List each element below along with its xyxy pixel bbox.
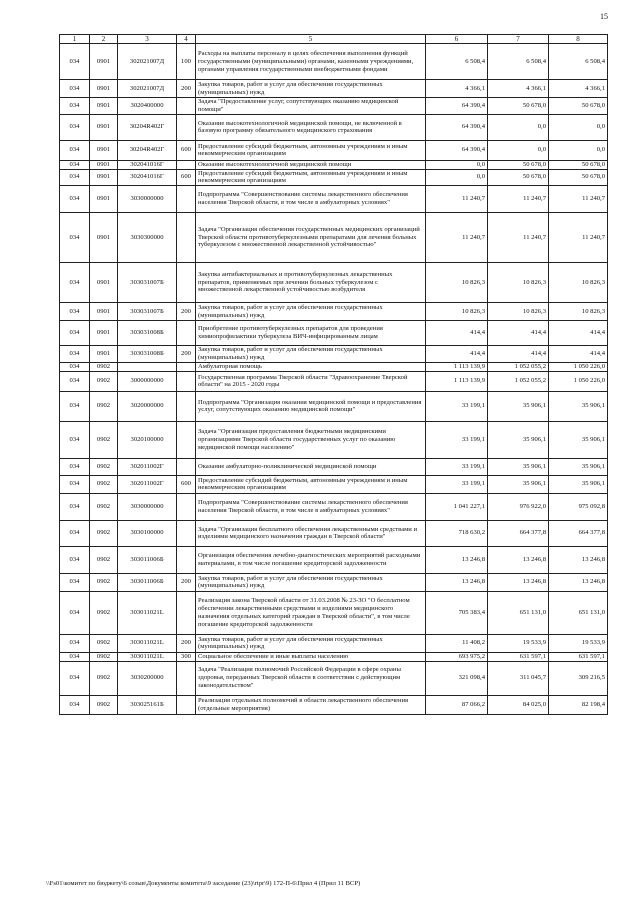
cell-amount-col7: 10 826,3 [488, 303, 549, 321]
table-row [60, 346, 608, 363]
cell-amount-col8: 6 508,4 [549, 44, 608, 80]
cell-amount-col6: 13 246,8 [426, 573, 488, 591]
cell-amount-col6: 11 240,7 [426, 213, 488, 263]
cell-section: 0902 [90, 652, 118, 661]
cell-section: 0901 [90, 263, 118, 303]
cell-chapter: 034 [60, 546, 90, 573]
table-row [60, 363, 608, 372]
cell-section: 0902 [90, 661, 118, 695]
cell-expense-type [177, 458, 196, 475]
cell-chapter: 034 [60, 363, 90, 372]
cell-description: Закупка товаров, работ и услуг для обеспечения государственных (муниципальных) нужд [196, 634, 426, 652]
cell-amount-col6: 11 240,7 [426, 186, 488, 213]
cell-amount-col7: 631 597,1 [488, 652, 549, 661]
cell-amount-col8: 35 906,1 [549, 391, 608, 421]
cell-section: 0901 [90, 44, 118, 80]
cell-target-article: 3000000000 [118, 371, 177, 391]
cell-amount-col7: 35 906,1 [488, 458, 549, 475]
cell-amount-col6: 33 199,1 [426, 391, 488, 421]
cell-description: Подпрограмма "Совершенствование системы лекарственного обеспечения населения Тверской области, в том числе в амбулаторных условиях" [196, 186, 426, 213]
cell-amount-col7: 1 052 055,2 [488, 371, 549, 391]
cell-expense-type: 600 [177, 140, 196, 160]
cell-amount-col8: 11 240,7 [549, 186, 608, 213]
cell-chapter: 034 [60, 634, 90, 652]
cell-amount-col8: 0,0 [549, 114, 608, 140]
cell-expense-type: 200 [177, 346, 196, 363]
cell-expense-type [177, 98, 196, 115]
cell-expense-type [177, 160, 196, 169]
table-row [60, 391, 608, 421]
cell-expense-type [177, 363, 196, 372]
header-cell: 6 [426, 35, 488, 44]
cell-target-article: 3030000000 [118, 493, 177, 520]
cell-expense-type [177, 213, 196, 263]
table-row [60, 186, 608, 213]
cell-expense-type [177, 321, 196, 346]
cell-description: Амбулаторная помощь [196, 363, 426, 372]
cell-expense-type: 200 [177, 303, 196, 321]
cell-amount-col8: 1 050 226,0 [549, 371, 608, 391]
cell-amount-col8: 35 906,1 [549, 458, 608, 475]
cell-amount-col8: 50 678,0 [549, 98, 608, 115]
cell-section: 0902 [90, 371, 118, 391]
table-row [60, 493, 608, 520]
cell-section: 0901 [90, 140, 118, 160]
cell-target-article: 3030300000 [118, 213, 177, 263]
header-cell: 5 [196, 35, 426, 44]
table-row [60, 661, 608, 695]
cell-amount-col6: 13 246,8 [426, 546, 488, 573]
cell-target-article: 303031008Б [118, 321, 177, 346]
table-row [60, 695, 608, 714]
cell-amount-col7: 84 025,0 [488, 695, 549, 714]
budget-table [59, 34, 608, 715]
table-row [60, 475, 608, 493]
cell-amount-col8: 309 216,5 [549, 661, 608, 695]
cell-expense-type [177, 391, 196, 421]
cell-amount-col8: 82 198,4 [549, 695, 608, 714]
cell-section: 0902 [90, 363, 118, 372]
table-row [60, 169, 608, 186]
cell-chapter: 034 [60, 661, 90, 695]
cell-chapter: 034 [60, 493, 90, 520]
cell-amount-col7: 11 240,7 [488, 186, 549, 213]
header-cell: 4 [177, 35, 196, 44]
cell-amount-col8: 19 533,9 [549, 634, 608, 652]
cell-target-article: 303031007Б [118, 303, 177, 321]
cell-section: 0902 [90, 591, 118, 634]
header-cell: 7 [488, 35, 549, 44]
cell-description: Подпрограмма "Совершенствование системы лекарственного обеспечения населения Тверской области, в том числе в амбулаторных условиях" [196, 493, 426, 520]
cell-target-article: 303031007Б [118, 263, 177, 303]
cell-description: Закупка товаров, работ и услуг для обеспечения государственных (муниципальных) нужд [196, 80, 426, 98]
cell-amount-col8: 414,4 [549, 346, 608, 363]
cell-amount-col8: 10 826,3 [549, 303, 608, 321]
cell-amount-col6: 0,0 [426, 169, 488, 186]
cell-amount-col8: 414,4 [549, 321, 608, 346]
cell-target-article: 3030200000 [118, 661, 177, 695]
cell-description: Расходы на выплаты персоналу в целях обеспечения выполнения функций государственными (муниципальными) органами, казенными учреждениями, органами управления государственными внебюджетными фондами [196, 44, 426, 80]
cell-expense-type: 100 [177, 44, 196, 80]
cell-expense-type [177, 661, 196, 695]
header-cell: 2 [90, 35, 118, 44]
cell-amount-col6: 33 199,1 [426, 458, 488, 475]
cell-expense-type [177, 263, 196, 303]
cell-amount-col8: 1 050 226,0 [549, 363, 608, 372]
cell-target-article: 302021007Д [118, 44, 177, 80]
table-row [60, 421, 608, 458]
cell-amount-col7: 6 508,4 [488, 44, 549, 80]
cell-expense-type: 200 [177, 634, 196, 652]
cell-target-article: 303011006Б [118, 546, 177, 573]
cell-amount-col8: 4 366,1 [549, 80, 608, 98]
cell-target-article [118, 363, 177, 372]
cell-section: 0901 [90, 160, 118, 169]
cell-amount-col6: 33 199,1 [426, 475, 488, 493]
cell-section: 0901 [90, 186, 118, 213]
table-row [60, 98, 608, 115]
cell-section: 0902 [90, 573, 118, 591]
cell-target-article: 302011002Г [118, 475, 177, 493]
cell-chapter: 034 [60, 140, 90, 160]
cell-expense-type [177, 493, 196, 520]
table-row [60, 520, 608, 546]
cell-amount-col8: 13 246,8 [549, 546, 608, 573]
table-row [60, 371, 608, 391]
cell-expense-type [177, 114, 196, 140]
cell-expense-type: 600 [177, 169, 196, 186]
cell-amount-col8: 35 906,1 [549, 475, 608, 493]
cell-target-article: 3020400000 [118, 98, 177, 115]
cell-amount-col6: 33 199,1 [426, 421, 488, 458]
table-row [60, 263, 608, 303]
cell-chapter: 034 [60, 321, 90, 346]
cell-amount-col8: 13 246,8 [549, 573, 608, 591]
table-row [60, 546, 608, 573]
cell-section: 0902 [90, 520, 118, 546]
table-row [60, 303, 608, 321]
cell-amount-col6: 718 630,2 [426, 520, 488, 546]
cell-expense-type [177, 371, 196, 391]
table-row [60, 321, 608, 346]
cell-chapter: 034 [60, 421, 90, 458]
cell-expense-type [177, 546, 196, 573]
cell-expense-type: 200 [177, 573, 196, 591]
cell-section: 0902 [90, 475, 118, 493]
cell-section: 0901 [90, 114, 118, 140]
cell-description: Предоставление субсидий бюджетным, автономным учреждениям и иным некоммерческим организациям [196, 140, 426, 160]
table-row [60, 80, 608, 98]
cell-section: 0901 [90, 346, 118, 363]
cell-expense-type [177, 695, 196, 714]
cell-description: Задача "Реализация полномочий Российской Федерации в сфере охраны здоровья, переданных Тверской области в соответствии с действующим законодательством" [196, 661, 426, 695]
cell-description: Реализация отдельных полномочий в области лекарственного обеспечения (отдельные мероприятия) [196, 695, 426, 714]
cell-description: Реализация закона Тверской области от 31.03.2008 № 23-ЗО "О бесплатном обеспечении лекарственными средствами и изделиями медицинского назначения отдельных категорий граждан в Тверской области", в том числе погашение кредиторской задолженности [196, 591, 426, 634]
cell-amount-col7: 414,4 [488, 346, 549, 363]
cell-description: Задача "Организация бесплатного обеспечения лекарственными средствами и изделиями медицинского назначения граждан в Тверской области" [196, 520, 426, 546]
cell-section: 0901 [90, 80, 118, 98]
cell-section: 0902 [90, 493, 118, 520]
cell-amount-col7: 19 533,9 [488, 634, 549, 652]
cell-amount-col7: 0,0 [488, 140, 549, 160]
cell-target-article: 303011021L [118, 591, 177, 634]
cell-amount-col8: 975 092,8 [549, 493, 608, 520]
cell-description: Задача "Предоставление услуг, сопутствующих оказанию медицинской помощи" [196, 98, 426, 115]
cell-amount-col6: 87 066,2 [426, 695, 488, 714]
cell-description: Задача "Организация обеспечения государственных медицинских организаций Тверской области противотуберкулезными препаратами для лечения больных туберкулезом с множественной лекарственной устойчивостью" [196, 213, 426, 263]
cell-chapter: 034 [60, 371, 90, 391]
cell-amount-col7: 50 678,0 [488, 160, 549, 169]
cell-description: Закупка товаров, работ и услуг для обеспечения государственных (муниципальных) нужд [196, 303, 426, 321]
cell-amount-col8: 10 826,3 [549, 263, 608, 303]
cell-target-article: 3030000000 [118, 186, 177, 213]
cell-description: Организация обеспечения лечебно-диагностических мероприятий расходными материалами, в том числе погашение кредиторской задолженности [196, 546, 426, 573]
cell-section: 0901 [90, 303, 118, 321]
cell-amount-col6: 1 113 139,9 [426, 363, 488, 372]
cell-amount-col6: 10 826,3 [426, 263, 488, 303]
cell-amount-col7: 976 922,0 [488, 493, 549, 520]
cell-section: 0902 [90, 546, 118, 573]
cell-amount-col6: 10 826,3 [426, 303, 488, 321]
cell-amount-col6: 1 113 139,9 [426, 371, 488, 391]
cell-chapter: 034 [60, 114, 90, 140]
cell-section: 0901 [90, 321, 118, 346]
cell-chapter: 034 [60, 573, 90, 591]
cell-description: Задача "Организация предоставления бюджетными медицинскими организациями Тверской области государственных услуг по оказанию медицинской помощи населению" [196, 421, 426, 458]
cell-amount-col7: 0,0 [488, 114, 549, 140]
cell-chapter: 034 [60, 458, 90, 475]
cell-target-article: 302041016Г [118, 160, 177, 169]
cell-description: Предоставление субсидий бюджетным, автономным учреждениям и иным некоммерческим организациям [196, 475, 426, 493]
cell-section: 0901 [90, 98, 118, 115]
cell-amount-col6: 705 383,4 [426, 591, 488, 634]
cell-amount-col8: 50 678,0 [549, 160, 608, 169]
cell-amount-col8: 50 678,0 [549, 169, 608, 186]
table-row [60, 591, 608, 634]
cell-target-article: 302021007Д [118, 80, 177, 98]
cell-section: 0902 [90, 458, 118, 475]
cell-chapter: 034 [60, 652, 90, 661]
table-header-row [60, 35, 608, 44]
cell-description: Оказание высокотехнологичной медицинской помощи, не включенной в базовую программу обязательного медицинского страхования [196, 114, 426, 140]
cell-target-article: 30204R402Г [118, 114, 177, 140]
cell-chapter: 034 [60, 169, 90, 186]
cell-amount-col8: 35 906,1 [549, 421, 608, 458]
cell-chapter: 034 [60, 44, 90, 80]
cell-section: 0902 [90, 695, 118, 714]
cell-section: 0901 [90, 213, 118, 263]
cell-expense-type [177, 421, 196, 458]
table-row [60, 160, 608, 169]
cell-description: Закупка товаров, работ и услуг для обеспечения государственных (муниципальных) нужд [196, 346, 426, 363]
cell-expense-type: 600 [177, 475, 196, 493]
cell-target-article: 3020000000 [118, 391, 177, 421]
cell-section: 0902 [90, 634, 118, 652]
cell-amount-col7: 664 377,8 [488, 520, 549, 546]
cell-chapter: 034 [60, 695, 90, 714]
cell-chapter: 034 [60, 263, 90, 303]
cell-amount-col7: 50 678,0 [488, 169, 549, 186]
cell-amount-col6: 693 975,2 [426, 652, 488, 661]
header-cell: 8 [549, 35, 608, 44]
cell-amount-col7: 311 045,7 [488, 661, 549, 695]
cell-chapter: 034 [60, 98, 90, 115]
table-row [60, 634, 608, 652]
cell-target-article: 303011021L [118, 634, 177, 652]
cell-target-article: 3020100000 [118, 421, 177, 458]
cell-amount-col6: 0,0 [426, 160, 488, 169]
cell-amount-col7: 4 366,1 [488, 80, 549, 98]
cell-description: Закупка антибактериальных и противотуберкулезных лекарственных препаратов, применяемых при лечении больных туберкулезом с множественной лекарственной устойчивостью возбудителя [196, 263, 426, 303]
cell-expense-type [177, 186, 196, 213]
cell-amount-col7: 10 826,3 [488, 263, 549, 303]
cell-section: 0902 [90, 421, 118, 458]
cell-amount-col8: 0,0 [549, 140, 608, 160]
cell-chapter: 034 [60, 213, 90, 263]
cell-chapter: 034 [60, 346, 90, 363]
table-row [60, 213, 608, 263]
cell-amount-col7: 13 246,8 [488, 573, 549, 591]
cell-description: Подпрограмма "Организация оказания медицинской помощи и предоставления услуг, сопутствующих оказанию медицинской помощи" [196, 391, 426, 421]
cell-chapter: 034 [60, 391, 90, 421]
cell-amount-col8: 651 131,0 [549, 591, 608, 634]
table-row [60, 140, 608, 160]
cell-amount-col6: 414,4 [426, 346, 488, 363]
table-row [60, 652, 608, 661]
cell-amount-col7: 414,4 [488, 321, 549, 346]
cell-amount-col6: 321 098,4 [426, 661, 488, 695]
cell-amount-col7: 35 906,1 [488, 391, 549, 421]
header-cell: 3 [118, 35, 177, 44]
cell-amount-col7: 35 906,1 [488, 475, 549, 493]
cell-description: Оказание амбулаторно-поликлинической медицинской помощи [196, 458, 426, 475]
cell-target-article: 30204R402Г [118, 140, 177, 160]
cell-description: Оказание высокотехнологичной медицинской помощи [196, 160, 426, 169]
cell-description: Приобретение противотуберкулезных препаратов для проведения химиопрофилактики туберкулеза ВИЧ-инфицированным лицам [196, 321, 426, 346]
cell-expense-type [177, 520, 196, 546]
header-cell: 1 [60, 35, 90, 44]
cell-target-article: 302011002Г [118, 458, 177, 475]
cell-amount-col7: 35 906,1 [488, 421, 549, 458]
cell-amount-col8: 664 377,8 [549, 520, 608, 546]
cell-chapter: 034 [60, 591, 90, 634]
cell-amount-col6: 11 408,2 [426, 634, 488, 652]
cell-amount-col6: 414,4 [426, 321, 488, 346]
page-number: 15 [600, 12, 608, 21]
cell-amount-col6: 4 366,1 [426, 80, 488, 98]
table-row [60, 458, 608, 475]
cell-amount-col7: 50 678,0 [488, 98, 549, 115]
cell-amount-col7: 651 131,0 [488, 591, 549, 634]
cell-amount-col6: 64 390,4 [426, 114, 488, 140]
table-row [60, 44, 608, 80]
footer-file-path: \\Fs01\комитет по бюджету\6 созыв\Документы комитета\9 заседание (23)\rtpr\9) 172-П-6\Прил 4 (Прил 11 ВСР) [46, 880, 361, 887]
cell-amount-col8: 631 597,1 [549, 652, 608, 661]
cell-target-article: 303025161Б [118, 695, 177, 714]
cell-chapter: 034 [60, 475, 90, 493]
cell-description: Закупка товаров, работ и услуг для обеспечения государственных (муниципальных) нужд [196, 573, 426, 591]
cell-chapter: 034 [60, 186, 90, 213]
cell-target-article: 303011006Б [118, 573, 177, 591]
cell-target-article: 303031008Б [118, 346, 177, 363]
cell-amount-col8: 11 240,7 [549, 213, 608, 263]
table-row [60, 573, 608, 591]
cell-amount-col6: 64 390,4 [426, 98, 488, 115]
cell-target-article: 302041016Г [118, 169, 177, 186]
cell-section: 0901 [90, 169, 118, 186]
cell-amount-col6: 6 508,4 [426, 44, 488, 80]
cell-description: Предоставление субсидий бюджетным, автономным учреждениям и иным некоммерческим организациям [196, 169, 426, 186]
table-row [60, 114, 608, 140]
cell-amount-col6: 64 390,4 [426, 140, 488, 160]
cell-expense-type [177, 591, 196, 634]
cell-description: Социальное обеспечение и иные выплаты населению [196, 652, 426, 661]
cell-expense-type: 200 [177, 80, 196, 98]
cell-chapter: 034 [60, 80, 90, 98]
cell-chapter: 034 [60, 520, 90, 546]
cell-amount-col7: 13 246,8 [488, 546, 549, 573]
cell-target-article: 303011021L [118, 652, 177, 661]
cell-expense-type: 300 [177, 652, 196, 661]
cell-section: 0902 [90, 391, 118, 421]
cell-target-article: 3030100000 [118, 520, 177, 546]
cell-amount-col7: 11 240,7 [488, 213, 549, 263]
cell-amount-col7: 1 052 055,2 [488, 363, 549, 372]
cell-chapter: 034 [60, 160, 90, 169]
cell-amount-col6: 1 041 227,1 [426, 493, 488, 520]
cell-chapter: 034 [60, 303, 90, 321]
cell-description: Государственная программа Тверской области "Здравоохранение Тверской области" на 2015 - 2020 годы [196, 371, 426, 391]
